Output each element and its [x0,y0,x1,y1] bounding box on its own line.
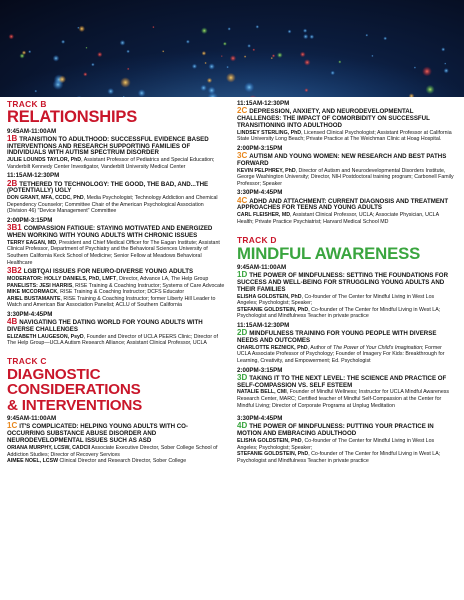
session-time: 9:45AM-11:00AM [7,415,57,423]
bokeh-dot [277,52,283,58]
session-3c [237,153,455,187]
track-b-label: TRACK B [7,99,47,109]
bokeh-dot [371,55,373,57]
bokeh-dot [383,37,387,41]
speaker-bio: , President and Chief Medical Officer for The Eagan Institute; Assistant Clinical Professor, Department of Psychiatry and the Behavioral Sciences University of Southern California Keck School of Medicine; Senior Fellow at Meadows Behavioral Healthcare [7,239,220,266]
bokeh-dot [304,88,308,92]
session-2b [7,178,225,215]
bokeh-dot [58,75,66,83]
track-d-title: MINDFUL AWARENESS [237,244,421,264]
bokeh-dot [226,73,236,83]
session-title: MINDFULNESS TRAINING FOR YOUNG PEOPLE WITH DIVERSE NEEDS AND OUTCOMES [237,330,437,344]
session-time: 2:00PM-3:15PM [237,144,283,152]
book-title: The Power of Your Child's Imagination [333,344,423,351]
bokeh-dot [186,40,190,44]
session-title: DEPRESSION, ANXIETY, AND NEURODEVELOPMENTAL CHALLENGES: THE IMPACT OF COMORBIDITY ON SUCCESSFUL TRANSITIONING INTO ADULTHOOD [237,108,430,129]
bokeh-dot [244,55,247,58]
bokeh-dot [221,55,223,57]
session-code: 1C [7,421,18,431]
session-code: 2C [237,106,248,116]
speaker-name: ELIZABETH LAUGESON, PsyD [7,333,84,340]
bokeh-dot [152,26,154,28]
bokeh-dot [272,54,275,57]
bokeh-dot [53,55,60,62]
session-3d [237,372,455,409]
speaker-bio: , Co-founder of The Center for Mindful Living in West LA; Psychologist and Mindfulness Teacher in private practice [237,306,441,320]
bokeh-dot [120,77,131,88]
session-code: 2B [7,178,18,188]
bokeh-lights-graphic [0,0,464,97]
bokeh-dot [85,47,87,49]
session-code: 4C [237,195,248,205]
bokeh-dot [255,25,259,29]
speaker-bio: , RISE Training & Coaching Instructor; DCFS Educator [57,289,185,296]
header-banner [0,0,464,97]
speaker-name: DON GRANT, MFA, CCDC, PhD [7,195,84,202]
moderator-label: MODERATOR: [7,275,43,282]
session-4c [237,195,455,226]
speaker-name: CARL FLEISHER, MD [237,212,290,219]
session-title: TETHERED TO TECHNOLOGY: THE GOOD, THE BAD, AND...THE (POTENTIALLY) UGLY [7,180,209,195]
bokeh-dot [126,50,130,54]
speaker-bio: , RISE Training & Coaching Instructor; Systems of Care Advocate [72,282,225,289]
bokeh-dot [61,40,65,44]
bokeh-dot [207,78,212,83]
speaker-name: JESI HARRIS [39,282,73,289]
session-code: 3B1 [7,223,22,233]
bokeh-dot [162,50,164,52]
bokeh-dot [127,68,130,71]
speaker-name: ELISHA GOLDSTEIN, PhD [237,293,302,300]
bokeh-dot [303,29,307,33]
bokeh-dot [200,85,207,92]
bokeh-dot [303,34,308,39]
bokeh-dot [414,66,416,68]
speaker-bio: ; Former UCLA Associate Professor of Psychology; Founder of Imagery For Kids: Breakthrough for Learning, Creativity, and Empowerment; Ed. Psychologist [237,344,445,364]
bokeh-dot [77,27,79,29]
session-time: 9:45AM-11:00AM [237,263,287,271]
bokeh-dot [309,34,314,39]
session-time: 2:00PM-3:15PM [7,216,53,224]
session-title: IT'S COMPLICATED: HELPING YOUNG ADULTS WITH CO-OCCURRING SUBSTANCE ABUSE DISORDER AND NEURODEVELOPMENTAL ISSUES SUCH AS ASD [7,423,188,445]
speaker-bio: , Director, Advance LA, The Help Group [116,275,209,282]
speaker-bio: , Co-founder of The Center for Mindful Living in West Los Angeles; Psychologist; Speaker; [237,437,435,451]
speaker-name: STEFANIE GOLDSTEIN, PhD [237,451,309,458]
bokeh-dot [252,48,255,51]
speaker-bio: , Licensed Clinical Psychologist; Assistant Professor at California State University Long Beach; Private Practice at The Weichman Clinic at Hoag Hospital. [237,129,452,143]
session-3b1 [7,225,225,266]
speaker-bio: , Co-founder of The Center for Mindful Living in West Los Angeles; Psychologist; Speaker; [237,293,435,307]
speaker-bio: , Assistant Clinical Professor, UCLA; Associate Physician, UCLA Health; Private Practice Psychiatrist; Harvard Medical School MD [237,212,439,225]
session-title: AUTISM AND YOUNG WOMEN: NEW RESEARCH AND BEST PATHS FORWARD [237,153,447,167]
speaker-bio: , Assistant Professor of Pediatrics and Special Education; Vanderbilt Kennedy Center Investigator, Vanderbilt University Medical Center [7,157,215,170]
session-code: 4B [7,316,18,326]
speaker-name: TERRY EAGAN, MD [7,239,57,246]
bokeh-dot [444,63,446,65]
track-d-label: TRACK D [237,235,277,246]
session-3b2 [7,268,225,309]
session-title: TAKING IT TO THE NEXT LEVEL: THE SCIENCE AND PRACTICE OF SELF-COMPASSION VS. SELF ESTEEM [237,374,447,389]
bokeh-dot [441,47,445,51]
session-code: 2D [237,328,248,338]
bokeh-dot [226,66,229,69]
bokeh-dot [22,51,26,55]
speaker-bio: , Founder and Director of UCLA PEERS Clinic; Director of The Help Group—UCLA Autism Research Alliance; Assistant Clinical Professor, UCLA [7,333,218,347]
bokeh-dot [79,26,86,33]
bokeh-dot [34,90,37,93]
session-1d [237,272,455,320]
session-1c [7,423,225,464]
session-4b [7,316,225,347]
session-time: 3:30PM-4:45PM [7,310,53,318]
bokeh-dot [271,57,273,59]
session-time: 11:15AM-12:30PM [7,172,60,180]
session-code: 1B [7,133,18,143]
session-title: THE POWER OF MINDFULNESS: PUTTING YOUR PRACTICE IN MOTION AND EMBRACING ADULTHOOD [237,423,434,438]
bokeh-dot [330,71,335,76]
bokeh-dot [422,66,432,76]
speaker-bio: Associate Executive Director, Sober College School of Addiction Studies; Director of Recovery Services [7,445,218,458]
session-time: 2:00PM-3:15PM [237,366,283,374]
bokeh-dot [91,63,95,67]
bokeh-dot [107,88,114,95]
session-code: 3D [237,372,248,382]
track-c-title-line1: DIAGNOSTIC CONSIDERATIONS [7,365,141,399]
session-time: 11:15AM-12:30PM [237,100,290,107]
bokeh-dot [244,82,254,92]
speaker-bio: , Author of [307,344,333,351]
session-title: THE POWER OF MINDFULNESS: SETTING THE FOUNDATIONS FOR SUCCESS AND WELL-BEING FOR STRUGGLING YOUNG ADULTS AND THEIR FAMILIES [237,272,449,293]
bokeh-dot [208,63,215,70]
speaker-name: KEVIN PELPHREY, PhD [237,167,296,174]
session-title: NAVIGATING THE DATING WORLD FOR YOUNG ADULTS WITH DIVERSE CHALLENGES [7,318,203,333]
session-title: COMPASSION FATIGUE: STAYING MOTIVATED AND ENERGIZED WHEN WORKING WITH YOUNG ADULTS WITH CHRONIC ISSUES [7,225,213,239]
bokeh-dot [247,44,251,48]
bokeh-dot [120,40,126,46]
bokeh-dot [365,34,368,37]
speaker-name: ELISHA GOLDSTEIN, PhD [237,437,302,444]
session-code: 3B2 [7,266,22,276]
session-2c [237,108,455,143]
bokeh-dot [288,30,292,34]
speaker-bio: Clinical Director and Research Director, Sober College [58,458,187,465]
speaker-name: ORIANA MURPHY, LCSW, CADCII [7,445,91,451]
speaker-bio: , Media Psychologist; Technology Addiction and Chemical Dependency Counselor; Committee Chair of the American Psychological Association (Division 46) "Device Management" Committee [7,195,218,215]
speaker-name: MIKE MCCORMACK [7,289,58,296]
bokeh-dot [304,59,311,66]
speaker-name: STEFANIE GOLDSTEIN, PhD [237,306,309,313]
session-title: ADHD AND ATTACHMENT: CURRENT DIAGNOSIS AND TREATMENT APPROACHES FOR TEENS AND YOUNG ADULTS [237,197,449,212]
speaker-name: AIMEE NOEL, LCSW [7,458,59,465]
speaker-bio: , Director of Autism and Neurodevelopmental Disorders Institute, George Washington University; Director, NIH Postdoctoral training program; Carbonell Family Professor; Speaker [237,167,454,187]
bokeh-dot [338,60,341,63]
speaker-name: CHARLOTTE REZNICK, PhD [237,344,308,351]
bokeh-dot [425,85,434,94]
bokeh-dot [192,64,197,69]
panelists-label: PANELISTS: [7,282,38,289]
session-time: 3:30PM-4:45PM [237,415,283,423]
bokeh-dot [228,27,231,30]
session-time: 9:45AM-11:00AM [7,127,57,135]
session-time: 11:15AM-12:30PM [237,321,290,329]
bokeh-dot [201,27,208,34]
track-b-title: RELATIONSHIPS [7,108,138,126]
speaker-name: NATALIE BELL, CMI [237,389,287,396]
track-c-title-line2: & INTERVENTIONS [7,396,143,414]
session-code: 4D [237,421,248,431]
speaker-bio: , Co-founder of The Center for Mindful Living in West LA; Psychologist and Mindfulness Teacher in private practice [237,451,441,464]
bokeh-dot [138,89,146,97]
session-1b [7,133,225,171]
speaker-bio: , Founder of Mindful Wellness; Instructor for UCLA Mindful Awareness Research Center, MARC; Certified teacher of Mindful Self-Compassion at the Center for Mindful Living; Director of Corporate Programs at Unplug Meditation [237,389,450,409]
left-column [7,100,225,465]
speaker-bio: , RISE Training & Coaching Instructor; former Liberty Hill Leader to Watch and American Bar Association Panelist; ACLU of Southern California [7,295,216,309]
speaker-name: ARIEL BUSTAMANTE [7,295,61,302]
bokeh-dot [444,68,449,73]
session-time: 3:30PM-4:45PM [237,189,283,197]
bokeh-dot [230,55,236,61]
bokeh-dot [97,52,102,57]
session-title: LGBTQAI ISSUES FOR NEURO-DIVERSE YOUNG ADULTS [23,268,194,276]
speaker-name: JULIE LOUNDS TAYLOR, PhD [7,157,82,164]
session-code: 3C [237,151,248,160]
bokeh-dot [28,50,31,53]
right-column [237,100,455,464]
session-2d [237,330,455,364]
bokeh-dot [202,51,207,56]
bokeh-dot [300,52,306,58]
speaker-name: HOLLY DANIELS, PhD, LMFT [44,275,117,282]
speaker-name: LINDSEY STERLING, PhD [237,129,302,136]
track-c-label: TRACK C [7,355,47,366]
bokeh-dot [83,72,87,76]
bokeh-dot [204,62,206,64]
session-title: TRANSITION TO ADULTHOOD: SUCCESSFUL EVIDENCE BASED INTERVENTIONS AND RESEARCH SUPPORTING FAMILIES OF INDIVIDUALS WITH AUTISM SPECTRUM DISORDER [7,135,209,157]
session-code: 1D [237,270,248,280]
bokeh-dot [9,34,15,40]
session-4d [237,423,455,464]
bokeh-dot [223,42,227,46]
